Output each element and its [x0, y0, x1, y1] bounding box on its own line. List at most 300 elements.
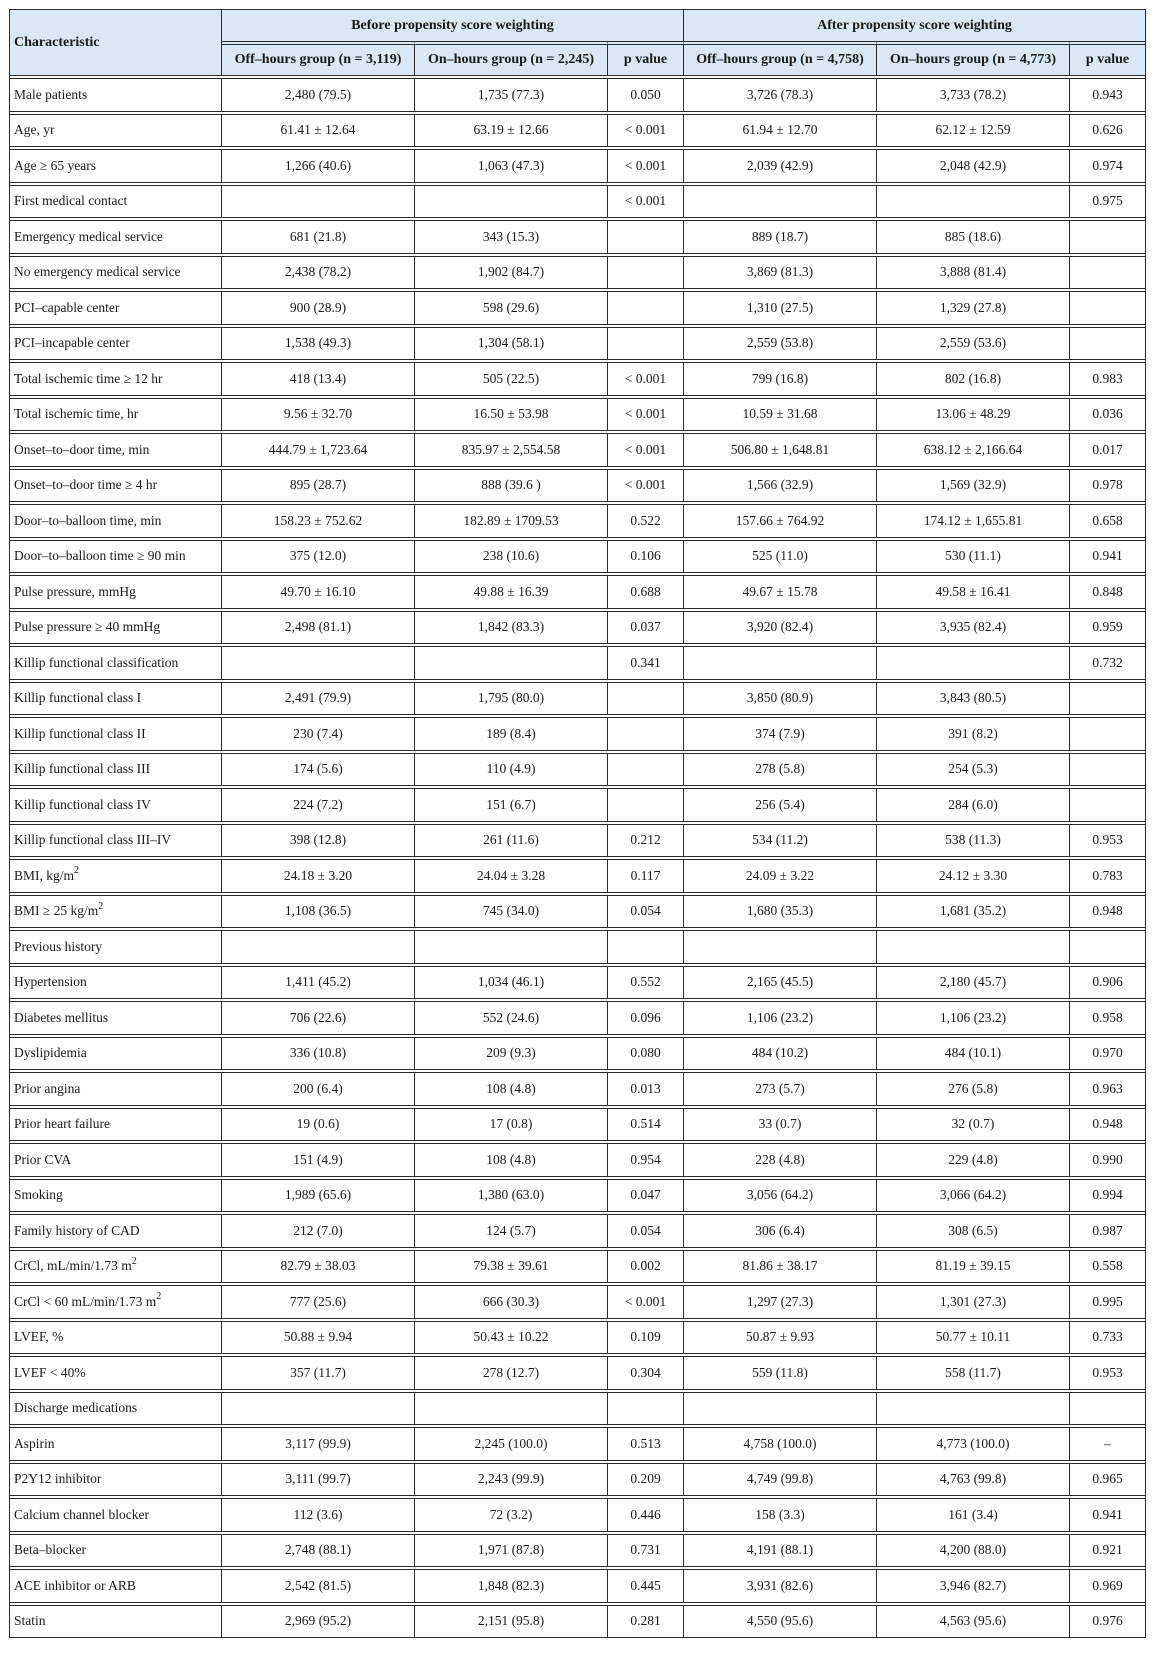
on-hours-before-cell: 72 (3.2)	[415, 1499, 608, 1531]
characteristic-label: Total ischemic time, hr	[14, 406, 139, 422]
characteristic-label-wrap	[14, 477, 157, 493]
off-hours-after-cell: 2,165 (45.5)	[684, 967, 877, 999]
characteristic-label-wrap	[14, 1152, 71, 1168]
on-hours-before-cell: 238 (10.6)	[415, 541, 608, 573]
on-hours-before-cell: 1,848 (82.3)	[415, 1570, 608, 1602]
on-hours-after-cell: 3,888 (81.4)	[877, 257, 1070, 289]
on-hours-before-cell: 1,902 (84.7)	[415, 257, 608, 289]
off-hours-after-cell: 278 (5.8)	[684, 754, 877, 786]
off-hours-before-cell: 2,498 (81.1)	[222, 612, 415, 644]
on-hours-after-cell: 174.12 ± 1,655.81	[877, 505, 1070, 537]
characteristic-label-wrap	[14, 797, 151, 813]
on-hours-before-cell	[415, 186, 608, 218]
p-value-after-cell: 0.848	[1092, 583, 1123, 599]
off-hours-after-cell: 306 (6.4)	[684, 1215, 877, 1247]
characteristic-label: BMI ≥ 25 kg/m	[14, 903, 99, 919]
off-hours-before-cell: 1,411 (45.2)	[222, 967, 415, 999]
characteristic-label-wrap	[14, 300, 119, 316]
characteristic-cell	[10, 434, 222, 466]
off-hours-after-cell	[684, 1393, 877, 1425]
p-value-before-cell: 0.013	[608, 1073, 684, 1105]
on-hours-after-cell: 3,946 (82.7)	[877, 1570, 1070, 1602]
before-weighting-group-header: Before propensity score weighting	[222, 10, 684, 41]
characteristic-label-wrap	[14, 548, 186, 564]
table-row	[10, 1460, 1145, 1496]
characteristic-cell	[10, 647, 222, 679]
off-hours-before-cell: 24.18 ± 3.20	[222, 860, 415, 892]
characteristic-label-wrap	[14, 229, 163, 245]
table-row	[10, 111, 1145, 147]
off-hours-after-cell: 50.87 ± 9.93	[684, 1322, 877, 1354]
p-value-before-cell: 0.522	[608, 505, 684, 537]
table-row	[10, 288, 1145, 324]
on-hours-before-cell: 261 (11.6)	[415, 825, 608, 857]
off-hours-before-cell: 151 (4.9)	[222, 1144, 415, 1176]
characteristic-label: Hypertension	[14, 974, 87, 990]
p-value-before-cell: 0.037	[608, 612, 684, 644]
off-hours-after-cell: 273 (5.7)	[684, 1073, 877, 1105]
p-value-after-cell	[1070, 683, 1145, 715]
on-hours-after-cell: 538 (11.3)	[877, 825, 1070, 857]
characteristic-cell	[10, 683, 222, 715]
off-hours-after-cell: 799 (16.8)	[684, 363, 877, 395]
table-row	[10, 501, 1145, 537]
characteristic-label: Prior heart failure	[14, 1116, 110, 1132]
on-hours-after-cell: 558 (11.7)	[877, 1357, 1070, 1389]
on-hours-after-cell: 32 (0.7)	[877, 1109, 1070, 1141]
off-hours-after-cell: 4,191 (88.1)	[684, 1535, 877, 1567]
characteristic-label-wrap	[14, 1400, 137, 1416]
on-hours-after-cell: 229 (4.8)	[877, 1144, 1070, 1176]
off-hours-before-cell: 398 (12.8)	[222, 825, 415, 857]
p-value-before-cell: 0.446	[608, 1499, 684, 1531]
characteristic-cell	[10, 292, 222, 324]
characteristic-label: Prior angina	[14, 1080, 81, 1096]
on-hours-after-cell: 161 (3.4)	[877, 1499, 1070, 1531]
on-hours-before-cell: 108 (4.8)	[415, 1073, 608, 1105]
on-hours-before-cell: 79.38 ± 39.61	[415, 1251, 608, 1283]
p-value-before-cell: < 0.001	[608, 399, 684, 431]
p-value-after-cell: 0.963	[1092, 1080, 1123, 1096]
on-hours-after-cell: 802 (16.8)	[877, 363, 1070, 395]
p-value-before-cell: 0.954	[608, 1144, 684, 1176]
table-row	[10, 75, 1145, 111]
on-hours-after-cell: 81.19 ± 39.15	[877, 1251, 1070, 1283]
p-value-before-cell	[608, 789, 684, 821]
characteristic-cell	[10, 718, 222, 750]
table-row	[10, 821, 1145, 857]
off-hours-after-cell: 10.59 ± 31.68	[684, 399, 877, 431]
off-hours-before-cell: 777 (25.6)	[222, 1286, 415, 1318]
on-hours-after-cell: 3,935 (82.4)	[877, 612, 1070, 644]
on-hours-before-cell: 1,380 (63.0)	[415, 1180, 608, 1212]
off-hours-before-cell: 82.79 ± 38.03	[222, 1251, 415, 1283]
on-hours-after-cell: 4,200 (88.0)	[877, 1535, 1070, 1567]
table-row	[10, 1424, 1145, 1460]
table-row	[10, 608, 1145, 644]
on-hours-after-cell: 1,106 (23.2)	[877, 1002, 1070, 1034]
on-hours-before-cell: 2,151 (95.8)	[415, 1606, 608, 1638]
p-value-before-cell: 0.002	[608, 1251, 684, 1283]
characteristic-label: Killip functional class III	[14, 761, 151, 777]
p-value-before-cell: 0.304	[608, 1357, 684, 1389]
on-hours-after-cell: 13.06 ± 48.29	[877, 399, 1070, 431]
on-hours-after-cell: 49.58 ± 16.41	[877, 576, 1070, 608]
characteristic-label: CrCl < 60 mL/min/1.73 m	[14, 1293, 157, 1309]
table-row	[10, 1211, 1145, 1247]
characteristic-cell	[10, 1251, 222, 1283]
characteristic-label-wrap	[14, 442, 149, 458]
unit-superscript: 2	[74, 865, 80, 877]
characteristic-label-wrap	[14, 1045, 87, 1061]
on-hours-after-cell: 638.12 ± 2,166.64	[877, 434, 1070, 466]
characteristic-label-wrap	[14, 1507, 149, 1523]
on-hours-after-cell: 1,569 (32.9)	[877, 470, 1070, 502]
on-hours-after-cell: 308 (6.5)	[877, 1215, 1070, 1247]
off-hours-before-cell: 1,989 (65.6)	[222, 1180, 415, 1212]
off-hours-before-cell: 230 (7.4)	[222, 718, 415, 750]
off-hours-after-cell	[684, 931, 877, 963]
characteristic-label: Prior CVA	[14, 1151, 72, 1167]
characteristic-label-wrap	[14, 655, 178, 671]
characteristic-label: Killip functional class I	[14, 690, 142, 706]
off-hours-after-cell: 3,931 (82.6)	[684, 1570, 877, 1602]
characteristic-label-wrap	[14, 122, 55, 138]
on-hours-after-cell: 530 (11.1)	[877, 541, 1070, 573]
on-hours-after-cell: 276 (5.8)	[877, 1073, 1070, 1105]
p-value-after-cell: 0.978	[1092, 477, 1123, 493]
characteristic-label-wrap	[14, 584, 136, 600]
p-value-after-cell: 0.953	[1092, 832, 1123, 848]
characteristic-label-wrap	[14, 335, 130, 351]
off-hours-after-cell: 3,056 (64.2)	[684, 1180, 877, 1212]
characteristic-label-wrap	[14, 1116, 110, 1132]
on-hours-after-cell: 1,681 (35.2)	[877, 896, 1070, 928]
on-hours-after-cell: 2,048 (42.9)	[877, 150, 1070, 182]
table-row	[10, 1602, 1145, 1638]
on-hours-after-cell: 4,773 (100.0)	[877, 1428, 1070, 1460]
off-hours-before-cell: 2,969 (95.2)	[222, 1606, 415, 1638]
on-hours-after-header: On–hours group (n = 4,773)	[877, 41, 1070, 75]
table-row	[10, 1176, 1145, 1212]
characteristic-label: Pulse pressure, mmHg	[14, 583, 136, 599]
characteristic-cell	[10, 1144, 222, 1176]
off-hours-after-cell: 228 (4.8)	[684, 1144, 877, 1176]
p-value-after-cell	[1070, 718, 1145, 750]
off-hours-before-cell: 158.23 ± 752.62	[222, 505, 415, 537]
characteristic-cell	[10, 576, 222, 608]
table-body	[10, 75, 1145, 1637]
on-hours-after-cell: 1,329 (27.8)	[877, 292, 1070, 324]
characteristic-label-wrap	[14, 690, 141, 706]
table-row	[10, 1034, 1145, 1070]
off-hours-before-cell: 2,748 (88.1)	[222, 1535, 415, 1567]
on-hours-before-cell: 666 (30.3)	[415, 1286, 608, 1318]
on-hours-after-cell: 3,733 (78.2)	[877, 79, 1070, 111]
off-hours-before-cell	[222, 1393, 415, 1425]
p-value-before-cell: 0.513	[608, 1428, 684, 1460]
characteristic-label-wrap	[14, 193, 127, 209]
table-row	[10, 537, 1145, 573]
table-row	[10, 1140, 1145, 1176]
table-row	[10, 430, 1145, 466]
characteristic-label-wrap	[14, 158, 96, 174]
characteristic-cell	[10, 967, 222, 999]
characteristic-cell	[10, 1393, 222, 1425]
characteristic-cell	[10, 1180, 222, 1212]
off-hours-before-cell: 112 (3.6)	[222, 1499, 415, 1531]
off-hours-before-cell: 2,542 (81.5)	[222, 1570, 415, 1602]
p-value-after-cell: 0.987	[1092, 1222, 1123, 1238]
characteristic-cell	[10, 931, 222, 963]
characteristic-cell	[10, 1322, 222, 1354]
off-hours-before-cell: 3,111 (99.7)	[222, 1464, 415, 1496]
characteristic-label-wrap	[14, 1436, 55, 1452]
p-value-before-cell: 0.281	[608, 1606, 684, 1638]
p-value-before-cell: 0.109	[608, 1322, 684, 1354]
table-row	[10, 324, 1145, 360]
p-value-after-cell	[1070, 1393, 1145, 1425]
table-row	[10, 359, 1145, 395]
on-hours-before-cell: 151 (6.7)	[415, 789, 608, 821]
on-hours-before-cell	[415, 647, 608, 679]
on-hours-before-cell: 552 (24.6)	[415, 1002, 608, 1034]
characteristic-label: P2Y12 inhibitor	[14, 1471, 102, 1487]
off-hours-after-cell	[684, 647, 877, 679]
characteristic-cell	[10, 1215, 222, 1247]
off-hours-before-cell: 418 (13.4)	[222, 363, 415, 395]
on-hours-before-cell: 2,245 (100.0)	[415, 1428, 608, 1460]
characteristic-label-wrap	[14, 1081, 80, 1097]
characteristic-label-wrap	[14, 371, 163, 387]
off-hours-after-cell: 4,550 (95.6)	[684, 1606, 877, 1638]
characteristic-label-wrap	[14, 1471, 101, 1487]
p-value-after-cell: 0.017	[1092, 441, 1123, 457]
characteristic-label: Diabetes mellitus	[14, 1009, 109, 1025]
p-value-before-cell: < 0.001	[608, 115, 684, 147]
off-hours-after-cell: 889 (18.7)	[684, 221, 877, 253]
characteristic-cell	[10, 1109, 222, 1141]
characteristic-label: Aspirin	[14, 1435, 55, 1451]
characteristic-label: ACE inhibitor or ARB	[14, 1577, 136, 1593]
table-row	[10, 1105, 1145, 1141]
p-value-before-cell: 0.731	[608, 1535, 684, 1567]
characteristic-cell	[10, 1606, 222, 1638]
characteristic-label-wrap	[14, 832, 171, 848]
characteristic-cell	[10, 1570, 222, 1602]
p-value-after-cell: 0.974	[1092, 157, 1123, 173]
on-hours-before-cell: 1,795 (80.0)	[415, 683, 608, 715]
off-hours-after-cell: 484 (10.2)	[684, 1038, 877, 1070]
characteristic-label-wrap	[14, 726, 146, 742]
off-hours-after-cell	[684, 186, 877, 218]
off-hours-after-cell: 506.80 ± 1,648.81	[684, 434, 877, 466]
off-hours-after-header: Off–hours group (n = 4,758)	[684, 41, 877, 75]
characteristic-cell	[10, 186, 222, 218]
p-value-before-cell	[608, 257, 684, 289]
p-value-after-cell	[1070, 754, 1145, 786]
off-hours-before-cell: 212 (7.0)	[222, 1215, 415, 1247]
p-value-after-cell: 0.626	[1092, 122, 1123, 138]
off-hours-after-cell: 4,749 (99.8)	[684, 1464, 877, 1496]
off-hours-before-cell: 900 (28.9)	[222, 292, 415, 324]
p-value-before-cell: < 0.001	[608, 186, 684, 218]
characteristic-label-wrap	[14, 865, 80, 884]
characteristic-label-wrap	[14, 1542, 86, 1558]
table-row	[10, 892, 1145, 928]
characteristic-label: Killip functional classification	[14, 654, 179, 670]
p-value-after-cell: 0.953	[1092, 1364, 1123, 1380]
off-hours-after-cell: 374 (7.9)	[684, 718, 877, 750]
characteristic-label-wrap	[14, 1613, 46, 1629]
table-row	[10, 1531, 1145, 1567]
on-hours-after-cell: 885 (18.6)	[877, 221, 1070, 253]
characteristic-label-wrap	[14, 87, 87, 103]
off-hours-before-cell: 19 (0.6)	[222, 1109, 415, 1141]
p-value-after-cell: 0.948	[1092, 903, 1123, 919]
table-row	[10, 998, 1145, 1034]
characteristic-label: Male patients	[14, 86, 88, 102]
characteristic-label: Door–to–balloon time ≥ 90 min	[14, 548, 186, 564]
table-row	[10, 1566, 1145, 1602]
on-hours-before-cell: 1,971 (87.8)	[415, 1535, 608, 1567]
characteristic-label-wrap	[14, 1291, 162, 1310]
off-hours-after-cell: 157.66 ± 764.92	[684, 505, 877, 537]
on-hours-before-cell: 598 (29.6)	[415, 292, 608, 324]
characteristic-label-wrap	[14, 939, 102, 955]
off-hours-after-cell: 2,559 (53.8)	[684, 328, 877, 360]
on-hours-after-cell	[877, 186, 1070, 218]
p-value-after-cell: 0.994	[1092, 1187, 1123, 1203]
baseline-characteristics-table	[9, 9, 1146, 1638]
on-hours-after-cell: 391 (8.2)	[877, 718, 1070, 750]
characteristic-cell	[10, 825, 222, 857]
p-value-after-cell: 0.783	[1092, 867, 1123, 883]
on-hours-before-cell: 209 (9.3)	[415, 1038, 608, 1070]
on-hours-after-cell: 484 (10.1)	[877, 1038, 1070, 1070]
off-hours-after-cell: 3,850 (80.9)	[684, 683, 877, 715]
p-value-after-cell: 0.733	[1092, 1329, 1123, 1345]
table-row	[10, 395, 1145, 431]
off-hours-before-cell: 2,480 (79.5)	[222, 79, 415, 111]
p-value-before-cell: 0.050	[608, 79, 684, 111]
characteristic-cell	[10, 115, 222, 147]
p-value-before-header: p value	[608, 41, 684, 75]
off-hours-after-cell: 559 (11.8)	[684, 1357, 877, 1389]
characteristic-label: First medical contact	[14, 193, 128, 209]
unit-superscript: 2	[131, 1255, 137, 1267]
off-hours-after-cell: 3,726 (78.3)	[684, 79, 877, 111]
on-hours-before-cell: 1,063 (47.3)	[415, 150, 608, 182]
off-hours-before-cell: 1,108 (36.5)	[222, 896, 415, 928]
off-hours-before-cell: 9.56 ± 32.70	[222, 399, 415, 431]
characteristic-label: Previous history	[14, 938, 103, 954]
on-hours-before-cell: 2,243 (99.9)	[415, 1464, 608, 1496]
off-hours-before-cell: 2,491 (79.9)	[222, 683, 415, 715]
p-value-after-header: p value	[1070, 41, 1145, 75]
off-hours-after-cell: 1,106 (23.2)	[684, 1002, 877, 1034]
off-hours-after-cell: 33 (0.7)	[684, 1109, 877, 1141]
p-value-before-cell	[608, 1393, 684, 1425]
off-hours-before-cell: 3,117 (99.9)	[222, 1428, 415, 1460]
characteristic-cell	[10, 150, 222, 182]
p-value-before-cell: 0.106	[608, 541, 684, 573]
on-hours-before-cell: 1,842 (83.3)	[415, 612, 608, 644]
off-hours-before-cell: 1,266 (40.6)	[222, 150, 415, 182]
off-hours-before-cell: 1,538 (49.3)	[222, 328, 415, 360]
characteristic-label: Family history of CAD	[14, 1222, 140, 1238]
on-hours-before-cell: 189 (8.4)	[415, 718, 608, 750]
on-hours-after-cell: 284 (6.0)	[877, 789, 1070, 821]
on-hours-after-cell	[877, 1393, 1070, 1425]
characteristic-label-wrap	[14, 1578, 136, 1594]
characteristic-cell	[10, 1002, 222, 1034]
characteristic-label: LVEF, %	[14, 1329, 64, 1345]
table-row	[10, 1353, 1145, 1389]
unit-superscript: 2	[156, 1291, 162, 1303]
characteristic-label: Killip functional class IV	[14, 796, 151, 812]
p-value-after-cell: 0.732	[1092, 654, 1123, 670]
p-value-after-cell: 0.959	[1092, 619, 1123, 635]
on-hours-before-header: On–hours group (n = 2,245)	[415, 41, 608, 75]
characteristic-label: Total ischemic time ≥ 12 hr	[14, 370, 163, 386]
table-row	[10, 1495, 1145, 1531]
characteristic-header: Characteristic	[10, 10, 222, 75]
on-hours-before-cell: 108 (4.8)	[415, 1144, 608, 1176]
on-hours-after-cell: 2,180 (45.7)	[877, 967, 1070, 999]
off-hours-before-cell: 444.79 ± 1,723.64	[222, 434, 415, 466]
table-row	[10, 182, 1145, 218]
on-hours-after-cell	[877, 931, 1070, 963]
off-hours-after-cell: 3,920 (82.4)	[684, 612, 877, 644]
table-row	[10, 146, 1145, 182]
on-hours-before-cell: 182.89 ± 1709.53	[415, 505, 608, 537]
characteristic-cell	[10, 1357, 222, 1389]
characteristic-label: Onset–to–door time ≥ 4 hr	[14, 477, 158, 493]
on-hours-after-cell: 2,559 (53.6)	[877, 328, 1070, 360]
p-value-before-cell: < 0.001	[608, 150, 684, 182]
off-hours-before-cell: 336 (10.8)	[222, 1038, 415, 1070]
characteristic-label: PCI–incapable center	[14, 335, 130, 351]
p-value-after-cell	[1070, 789, 1145, 821]
p-value-after-cell: 0.921	[1092, 1542, 1123, 1558]
on-hours-before-cell: 505 (22.5)	[415, 363, 608, 395]
p-value-before-cell: 0.514	[608, 1109, 684, 1141]
p-value-after-cell: –	[1104, 1435, 1111, 1451]
characteristic-cell	[10, 860, 222, 892]
off-hours-after-cell: 525 (11.0)	[684, 541, 877, 573]
characteristic-cell	[10, 1073, 222, 1105]
p-value-after-cell: 0.958	[1092, 1009, 1123, 1025]
off-hours-before-cell: 706 (22.6)	[222, 1002, 415, 1034]
off-hours-after-cell: 49.67 ± 15.78	[684, 576, 877, 608]
on-hours-before-cell: 50.43 ± 10.22	[415, 1322, 608, 1354]
on-hours-before-cell: 124 (5.7)	[415, 1215, 608, 1247]
table-row	[10, 643, 1145, 679]
p-value-before-cell	[608, 754, 684, 786]
off-hours-after-cell: 24.09 ± 3.22	[684, 860, 877, 892]
p-value-before-cell: < 0.001	[608, 1286, 684, 1318]
p-value-after-cell: 0.969	[1092, 1577, 1123, 1593]
p-value-before-cell: < 0.001	[608, 434, 684, 466]
table-row	[10, 1389, 1145, 1425]
p-value-after-cell: 0.906	[1092, 974, 1123, 990]
p-value-after-cell: 0.975	[1092, 193, 1123, 209]
off-hours-before-cell: 357 (11.7)	[222, 1357, 415, 1389]
on-hours-before-cell: 16.50 ± 53.98	[415, 399, 608, 431]
on-hours-after-cell: 254 (5.3)	[877, 754, 1070, 786]
characteristic-cell	[10, 470, 222, 502]
